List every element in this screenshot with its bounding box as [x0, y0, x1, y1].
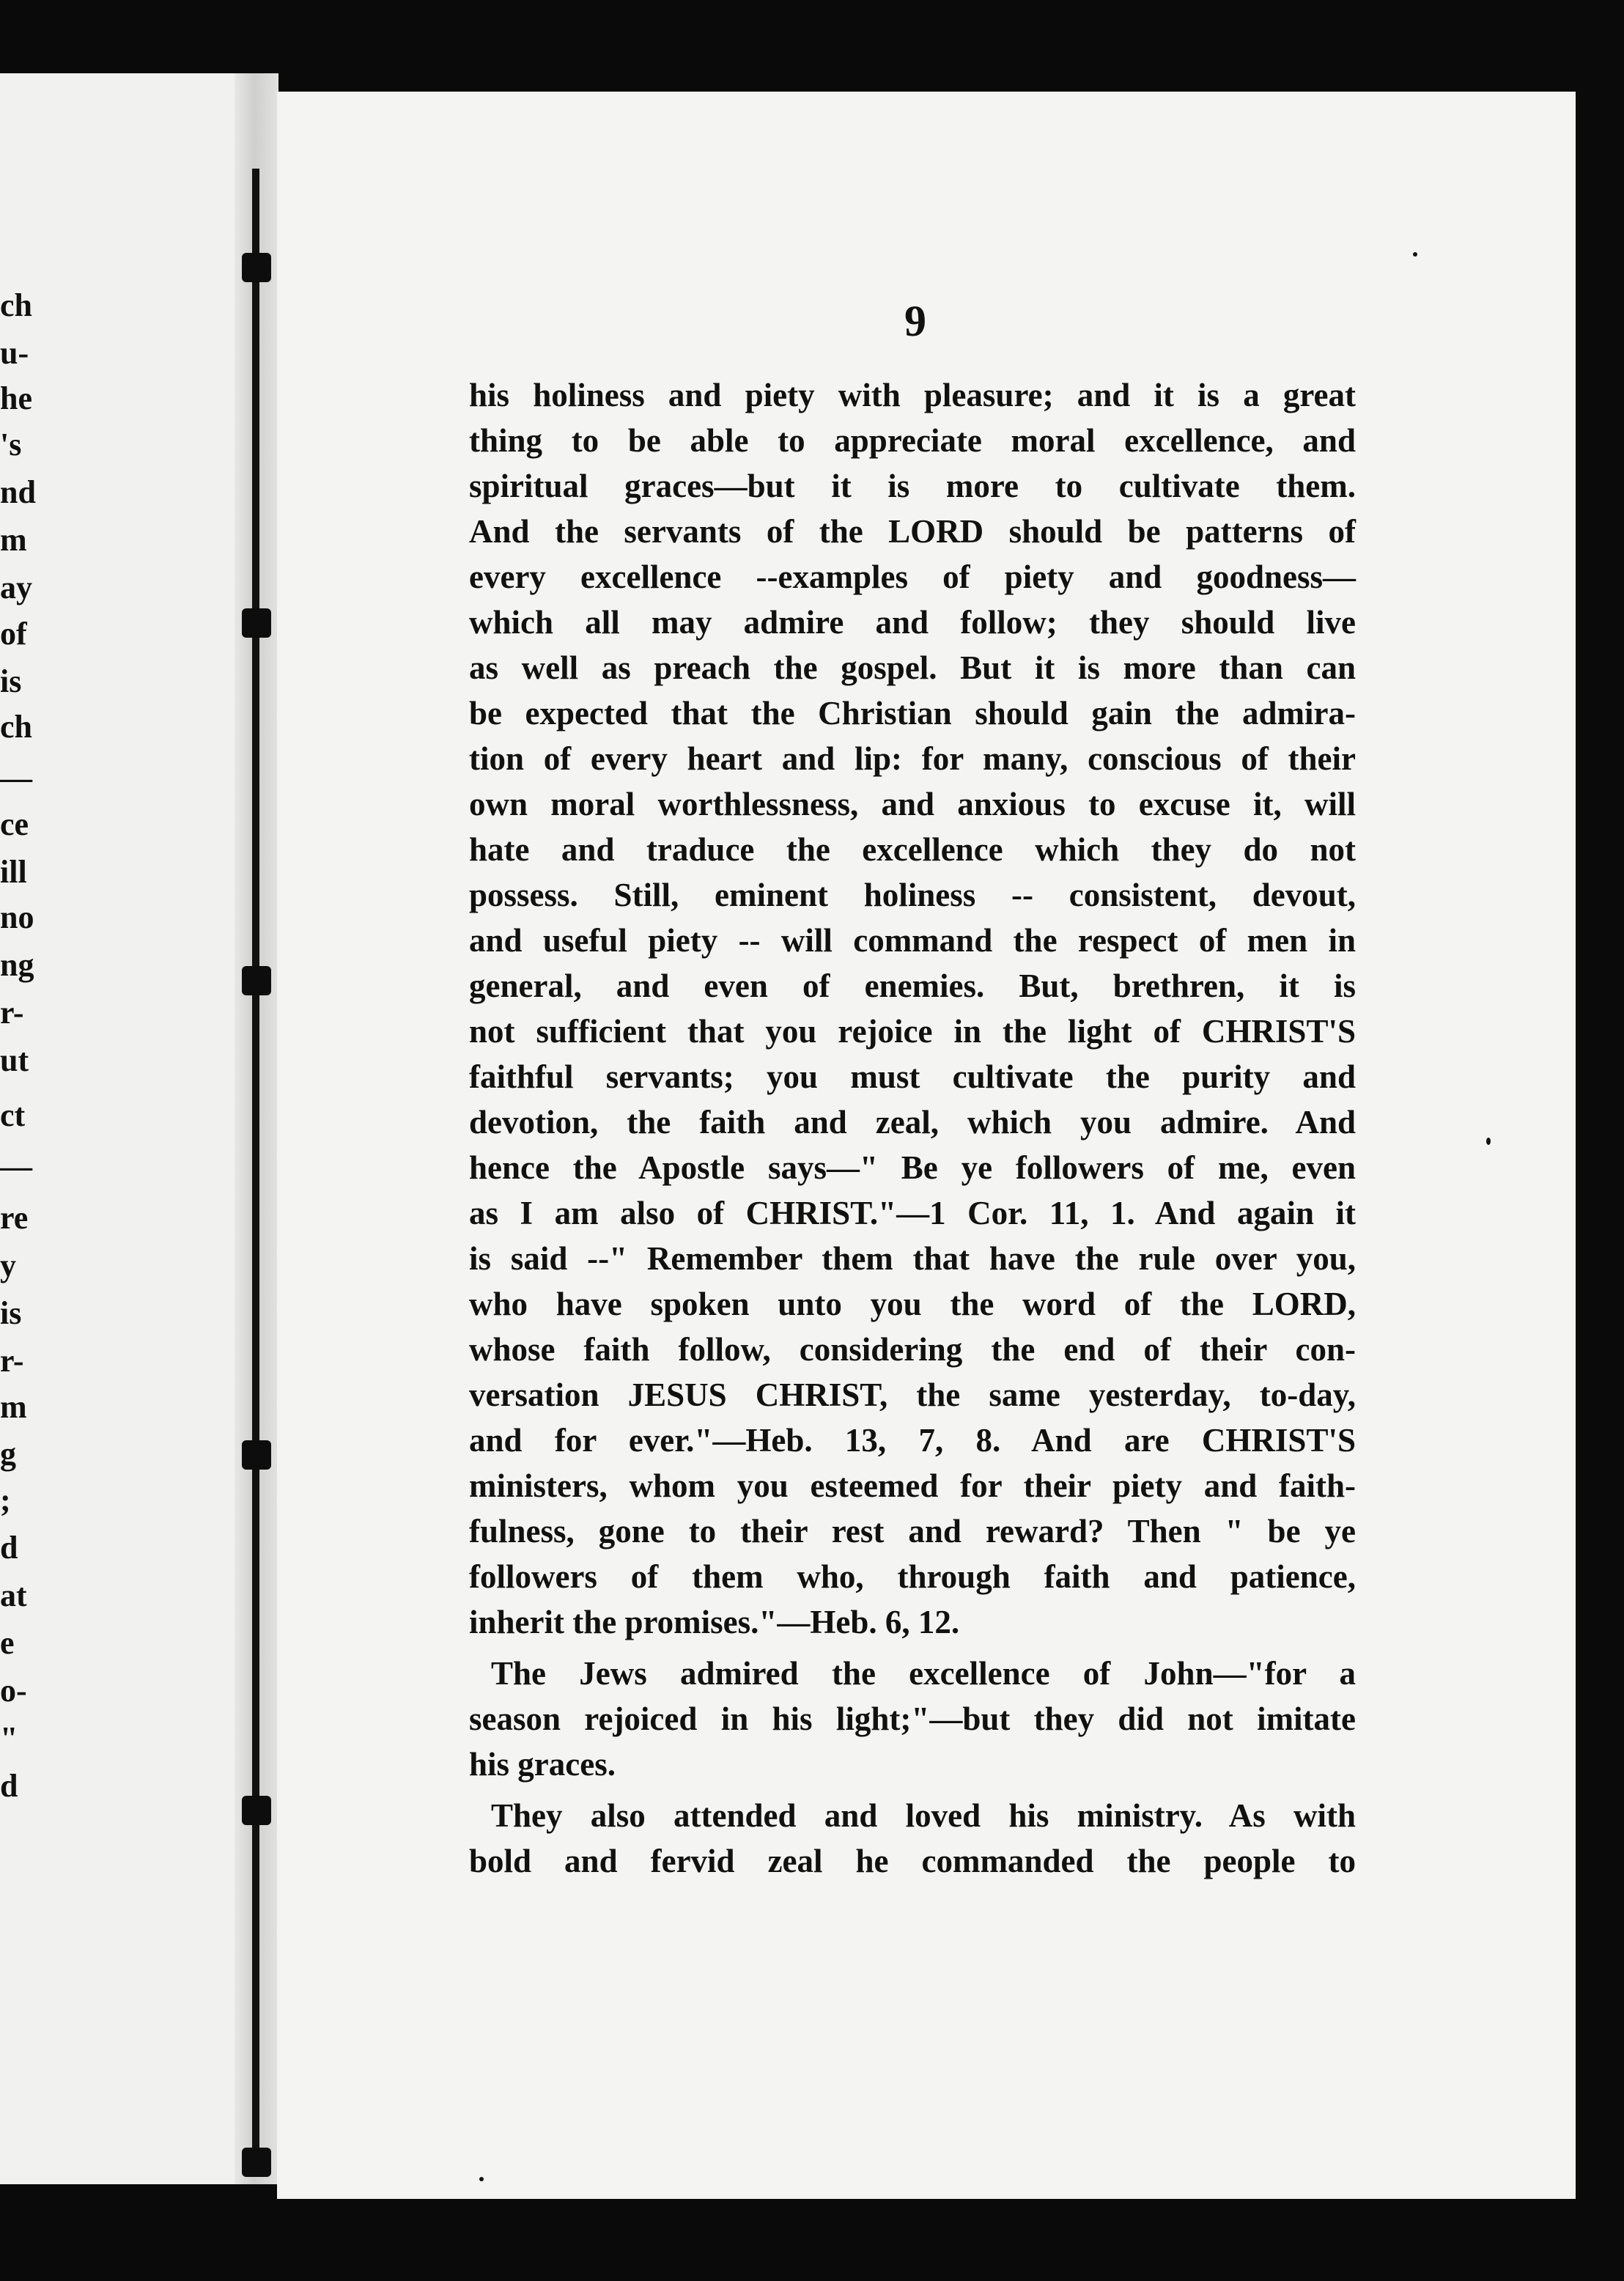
text-line: not sufficient that you rejoice in the light of CHRIST'S	[469, 1013, 1356, 1050]
text-line: possess. Still, eminent holiness -- consistent, devout,	[469, 877, 1356, 913]
left-page-fragment: of	[0, 616, 27, 652]
left-page-fragment: 's	[0, 427, 22, 463]
text-line: and useful piety -- will command the respect of men in	[469, 922, 1356, 959]
text-line: faithful servants; you must cultivate the purity and	[469, 1058, 1356, 1095]
left-page-fragment: d	[0, 1768, 18, 1804]
left-page-edge	[0, 73, 258, 2184]
text-line: followers of them who, through faith and patience,	[469, 1558, 1356, 1595]
text-line: be expected that the Christian should gain the admira-	[469, 695, 1356, 732]
text-line: and for ever."—Heb. 13, 7, 8. And are CHRIST'S	[469, 1422, 1356, 1459]
text-line: as I am also of CHRIST."—1 Cor. 11, 1. And again it	[469, 1195, 1356, 1231]
text-line: hence the Apostle says—" Be ye followers of me, even	[469, 1149, 1356, 1186]
left-page-fragment: y	[0, 1248, 16, 1283]
text-line: They also attended and loved his ministry. As with	[491, 1797, 1356, 1834]
left-page-fragment: at	[0, 1577, 27, 1613]
left-page-fragment: e	[0, 1625, 15, 1661]
paragraph-1	[469, 372, 1356, 1645]
left-page-fragment: g	[0, 1436, 16, 1472]
left-page-fragment: re	[0, 1200, 29, 1236]
left-page-fragment: nd	[0, 474, 36, 510]
left-page-fragment: m	[0, 1389, 27, 1425]
text-line: season rejoiced in his light;"—but they did not imitate	[469, 1700, 1356, 1737]
text-line: tion of every heart and lip: for many, conscious of their	[469, 740, 1356, 777]
left-page-fragment: d	[0, 1530, 18, 1566]
left-page-fragment: ch	[0, 709, 32, 745]
binding-clip	[242, 966, 271, 995]
left-page-fragment: —	[0, 1149, 32, 1184]
left-page-fragment: —	[0, 760, 32, 796]
text-line: his graces.	[469, 1746, 616, 1783]
text-line: as well as preach the gospel. But it is more than can	[469, 649, 1356, 686]
left-page-fragment: "	[0, 1720, 18, 1756]
paper-speck	[1413, 252, 1417, 257]
text-line: whose faith follow, considering the end of their con-	[469, 1331, 1356, 1368]
binding-spine	[252, 169, 259, 2148]
left-page-fragment: r-	[0, 995, 24, 1031]
paper-speck	[479, 2177, 484, 2181]
left-page-fragment: r-	[0, 1343, 24, 1379]
left-page-fragment: ct	[0, 1097, 26, 1133]
text-line: devotion, the faith and zeal, which you admire. And	[469, 1104, 1356, 1140]
text-line: own moral worthlessness, and anxious to excuse it, will	[469, 786, 1356, 822]
text-line: And the servants of the LORD should be patterns of	[469, 513, 1356, 550]
page-number: 9	[904, 297, 926, 345]
text-line: hate and traduce the excellence which they do not	[469, 831, 1356, 868]
left-page-fragment: is	[0, 663, 22, 699]
text-line: which all may admire and follow; they should live	[469, 604, 1356, 641]
text-line: who have spoken unto you the word of the LORD,	[469, 1286, 1356, 1322]
text-line: versation JESUS CHRIST, the same yesterday, to-day,	[469, 1377, 1356, 1413]
left-page-fragment: m	[0, 522, 27, 558]
left-page-fragment: ;	[0, 1482, 11, 1518]
text-line: is said --" Remember them that have the rule over you,	[469, 1240, 1356, 1277]
left-page-fragment: o-	[0, 1673, 27, 1709]
left-page-fragment: ut	[0, 1042, 29, 1078]
left-page-fragment: ng	[0, 947, 34, 983]
left-page-fragment: no	[0, 899, 34, 935]
left-page-fragment: u-	[0, 335, 29, 371]
left-page-fragment: ay	[0, 570, 32, 605]
paper-speck	[1486, 1138, 1491, 1145]
left-page-fragment: ce	[0, 806, 29, 842]
binding-clip	[242, 1440, 271, 1470]
left-page-fragment: he	[0, 380, 32, 416]
body-text	[469, 372, 1356, 1884]
text-line: every excellence --examples of piety and goodness—	[469, 559, 1356, 595]
text-line: bold and fervid zeal he commanded the people to	[469, 1843, 1356, 1879]
paragraph-3	[469, 1793, 1356, 1884]
text-line: ministers, whom you esteemed for their piety and faith-	[469, 1467, 1356, 1504]
left-page-fragment: ill	[0, 854, 27, 890]
text-line: thing to be able to appreciate moral excellence, and	[469, 422, 1356, 459]
paragraph-2	[469, 1651, 1356, 1787]
binding-clip	[242, 2148, 271, 2177]
left-page-fragment: ch	[0, 287, 32, 323]
text-line: general, and even of enemies. But, brethren, it is	[469, 968, 1356, 1004]
binding-clip	[242, 1796, 271, 1825]
text-line: fulness, gone to their rest and reward? Then " be ye	[469, 1513, 1356, 1549]
binding-clip	[242, 608, 271, 638]
binding-clip	[242, 253, 271, 282]
text-line: spiritual graces—but it is more to cultivate them.	[469, 468, 1356, 504]
text-line: his holiness and piety with pleasure; and it is a great	[469, 377, 1356, 413]
text-line: inherit the promises."—Heb. 6, 12.	[469, 1604, 960, 1640]
left-page-fragment: is	[0, 1295, 22, 1331]
text-line: The Jews admired the excellence of John—"for a	[491, 1655, 1356, 1692]
